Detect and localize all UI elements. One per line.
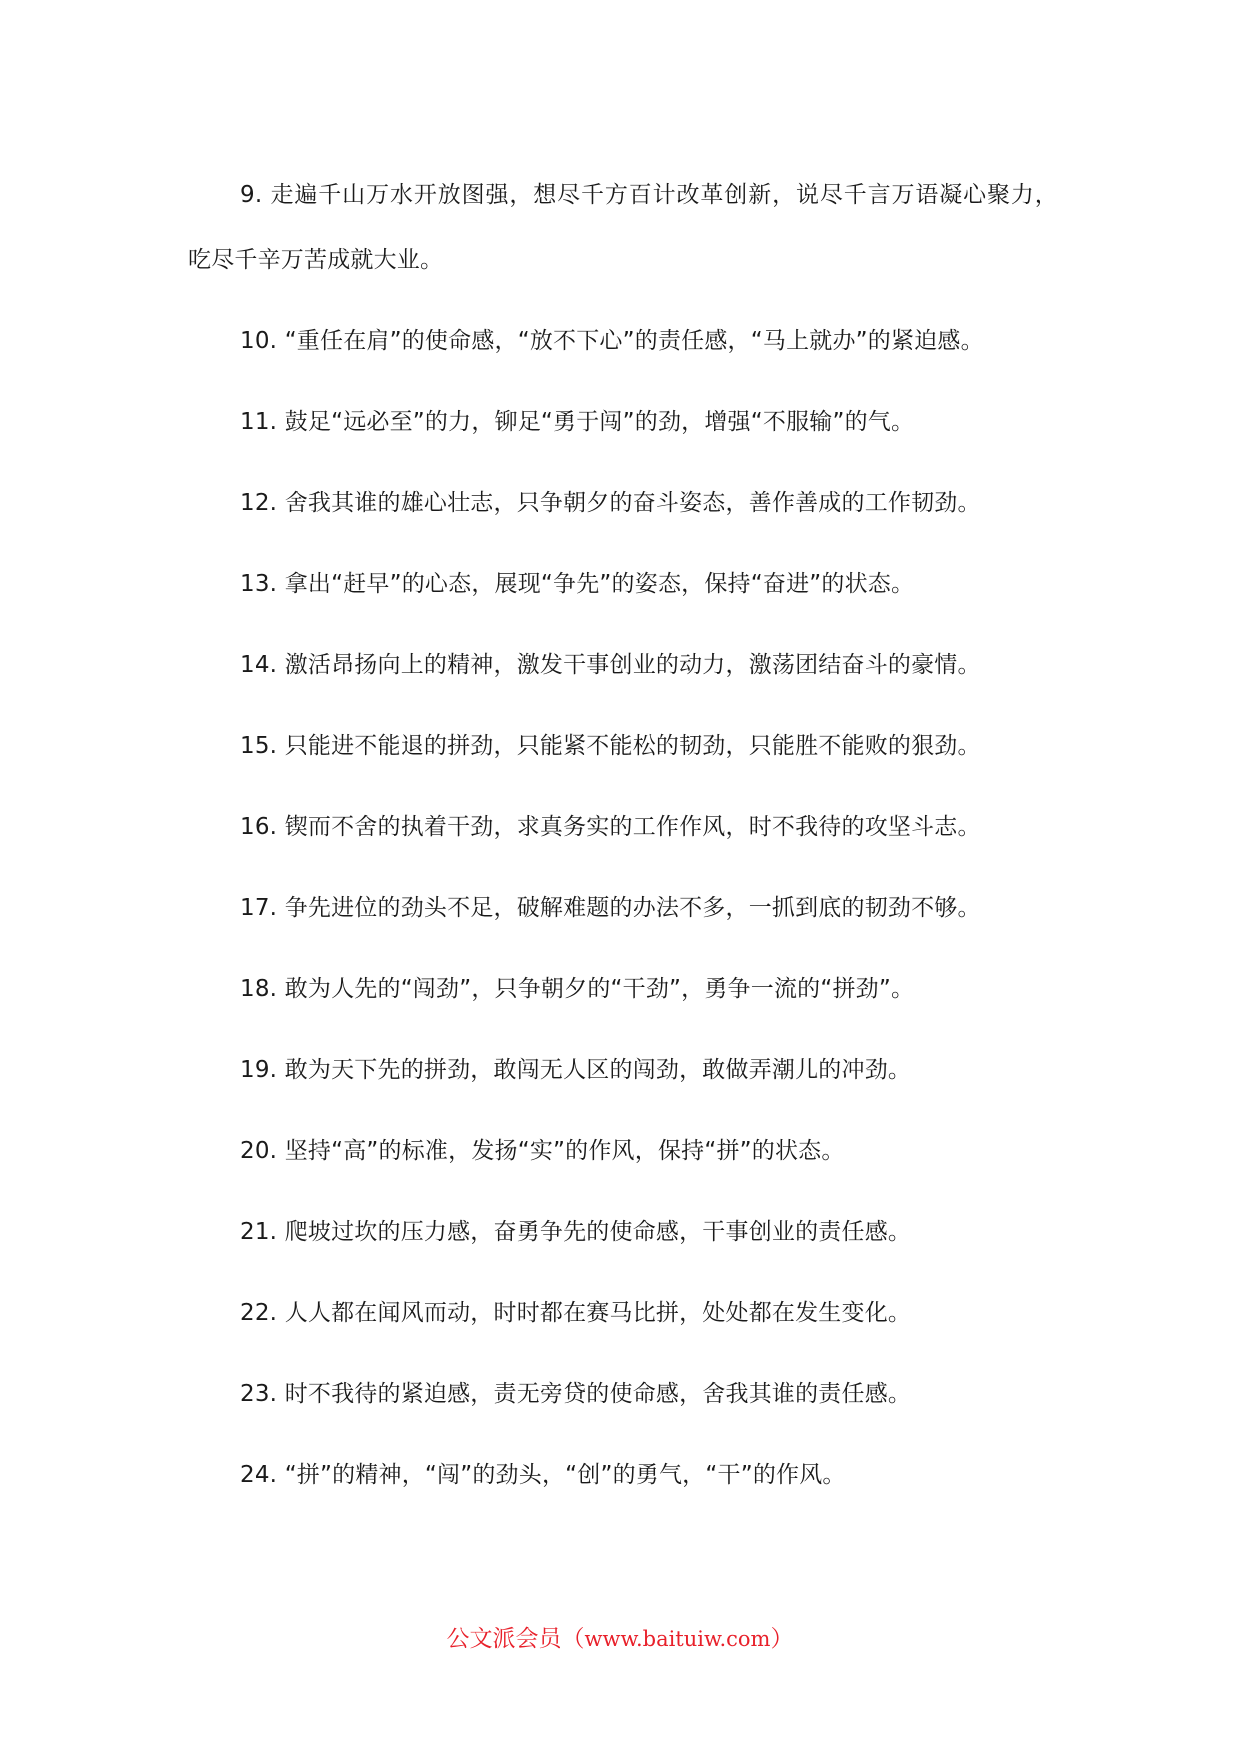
list-item: 22. 人人都在闻风而动，时时都在赛马比拼，处处都在发生变化。 (240, 1300, 912, 1326)
footer-paren-open: （ (561, 1626, 585, 1652)
list-item: 10. “重任在肩”的使命感，“放不下心”的责任感，“马上就办”的紧迫感。 (240, 328, 984, 354)
list-item: 23. 时不我待的紧迫感，责无旁贷的使命感，舍我其谁的责任感。 (240, 1381, 912, 1407)
list-item: 12. 舍我其谁的雄心壮志，只争朝夕的奋斗姿态，善作善成的工作韧劲。 (240, 490, 981, 516)
list-item: 14. 激活昂扬向上的精神，激发干事创业的动力，激荡团结奋斗的豪情。 (240, 652, 981, 678)
list-item: 15. 只能进不能退的拼劲，只能紧不能松的韧劲，只能胜不能败的狠劲。 (240, 733, 981, 759)
list-item: 21. 爬坡过坎的压力感，奋勇争先的使命感，干事创业的责任感。 (240, 1219, 912, 1245)
list-item: 17. 争先进位的劲头不足，破解难题的办法不多，一抓到底的韧劲不够。 (240, 895, 981, 921)
footer-brand: 公文派会员 (446, 1626, 562, 1652)
list-item: 20. 坚持“高”的标准，发扬“实”的作风，保持“拼”的状态。 (240, 1138, 845, 1164)
footer-watermark (0, 1620, 1240, 1653)
footer-url: www.baituiw.com (584, 1627, 771, 1651)
list-item: 24. “拼”的精神，“闯”的劲头，“创”的勇气，“干”的作风。 (240, 1462, 846, 1488)
list-item: 19. 敢为天下先的拼劲，敢闯无人区的闯劲，敢做弄潮儿的冲劲。 (240, 1057, 912, 1083)
list-item: 11. 鼓足“远必至”的力，铆足“勇于闯”的劲，增强“不服输”的气。 (240, 409, 915, 435)
list-item: 13. 拿出“赶早”的心态，展现“争先”的姿态，保持“奋进”的状态。 (240, 571, 915, 597)
list-item: 9. 走遍千山万水开放图强，想尽千方百计改革创新，说尽千言万语凝心聚力，吃尽千辛万苦成就大业。 (188, 182, 1058, 273)
list-item: 16. 锲而不舍的执着干劲，求真务实的工作作风，时不我待的攻坚斗志。 (240, 814, 981, 840)
list-item: 18. 敢为人先的“闯劲”，只争朝夕的“干劲”，勇争一流的“拼劲”。 (240, 976, 915, 1002)
phrase-list (188, 163, 1058, 1524)
footer-paren-close: ） (770, 1626, 794, 1652)
